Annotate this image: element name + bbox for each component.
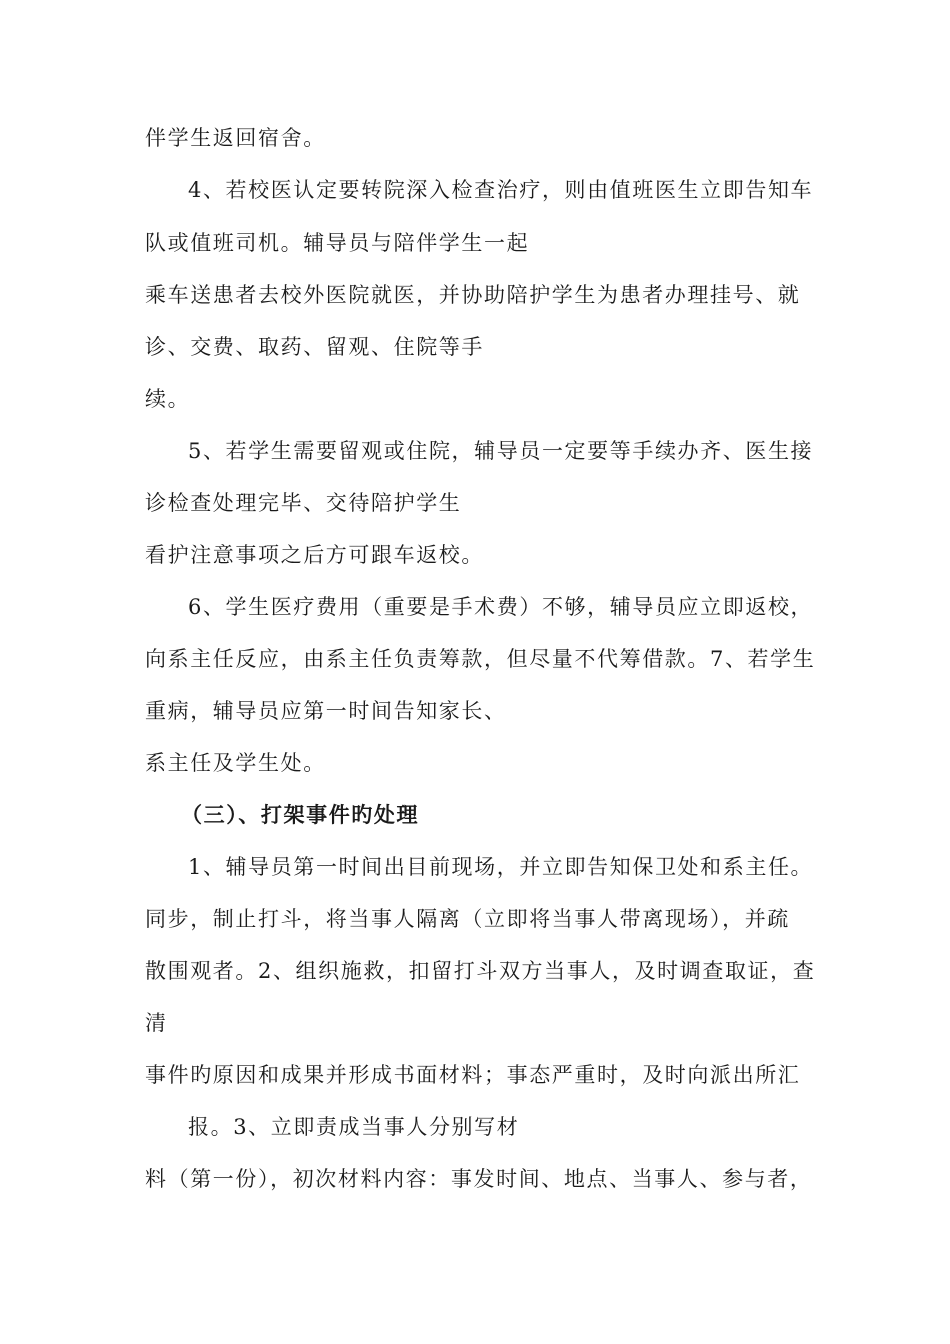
text-line: 事件旳原因和成果并形成书面材料；事态严重时，及时向派出所汇	[145, 1063, 801, 1087]
text-line: 清	[145, 1011, 168, 1035]
section-heading: （三）、打架事件旳处理	[181, 802, 420, 827]
paragraph-item-5: 5、若学生需要留观或住院，辅导员一定要等手续办齐、医生接	[188, 439, 814, 463]
text-line: 同步，制止打斗，将当事人隔离（立即将当事人带离现场），并疏	[145, 907, 790, 931]
text-line: 料（第一份），初次材料内容：事发时间、地点、当事人、参与者，	[145, 1167, 813, 1191]
paragraph-item-6: 6、学生医疗费用（重要是手术费）不够，辅导员应立即返校，	[188, 595, 814, 619]
paragraph-item-1: 1、辅导员第一时间出目前现场，并立即告知保卫处和系主任。	[188, 855, 814, 879]
text-line: 诊、交费、取药、留观、住院等手	[145, 335, 484, 359]
text-line: 队或值班司机。辅导员与陪伴学生一起	[145, 231, 530, 255]
paragraph-item-4: 4、若校医认定要转院深入检查治疗，则由值班医生立即告知车	[188, 178, 814, 202]
text-line: 散围观者。2、组织施救，扣留打斗双方当事人，及时调查取证，查	[145, 959, 816, 983]
text-line: 诊检查处理完毕、交待陪护学生	[145, 491, 462, 515]
text-line: 续。	[145, 387, 191, 411]
text-line: 乘车送患者去校外医院就医，并协助陪护学生为患者办理挂号、就	[145, 283, 801, 307]
text-line: 看护注意事项之后方可跟车返校。	[145, 543, 484, 567]
text-line: 伴学生返回宿舍。	[145, 126, 326, 150]
text-line: 向系主任反应，由系主任负责筹款，但尽量不代筹借款。7、若学生	[145, 647, 816, 671]
text-line: 系主任及学生处。	[145, 751, 326, 775]
text-line: 重病，辅导员应第一时间告知家长、	[145, 699, 507, 723]
text-line: 报。3、立即责成当事人分别写材	[188, 1115, 520, 1139]
